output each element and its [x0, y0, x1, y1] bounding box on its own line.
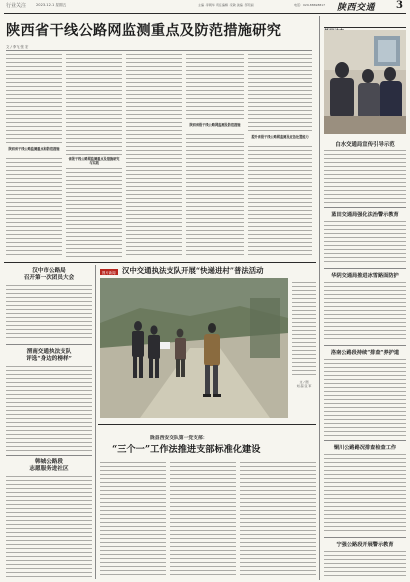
- brief-divider: [6, 455, 92, 456]
- feature-badge: 图片新闻: [102, 270, 116, 275]
- lead-body-col5b: [248, 146, 312, 258]
- sidebar-divider: [324, 440, 406, 441]
- bottom-kicker: 陇县西安交队第一党支部：: [150, 436, 208, 441]
- issue-date: 2023.12.1 星期五: [36, 2, 67, 7]
- brief-divider: [6, 344, 92, 345]
- brief-3-body: [6, 476, 92, 578]
- sidebar-divider: [324, 207, 406, 208]
- paper-name: 陕西交通: [337, 3, 376, 13]
- feature-bottom-rule: [98, 424, 316, 425]
- sidebar-header: [324, 18, 406, 28]
- brief-2-title: 渭南交通执法支队 评选“身边的榜样”: [26, 349, 72, 362]
- sidebar-divider: [324, 537, 406, 538]
- brief-1-body: [6, 285, 92, 341]
- sidebar-item-3-body: [324, 282, 406, 342]
- sidebar-item-2-body: [324, 221, 406, 265]
- masthead: [0, 0, 410, 14]
- meeting-photo-image: [324, 30, 406, 134]
- lead-title: 陕西省干线公路网监测重点及防范措施研究: [6, 23, 282, 39]
- lead-subhead-3: 陕西省级干线公路网监测及防范措施: [189, 123, 241, 127]
- lead-body-col5: [248, 54, 312, 134]
- sidebar-item-2-title: 蓝田交通局强化法治警示教育: [331, 212, 399, 218]
- lead-body-col4: [186, 54, 244, 122]
- sidebar-item-4-body: [324, 359, 406, 437]
- lead-bottom-rule: [4, 262, 316, 263]
- bottom-body-col1: [100, 462, 166, 578]
- brief-2-body: [6, 366, 92, 452]
- sidebar-divider: [324, 345, 406, 346]
- feature-body: [292, 282, 316, 376]
- lead-body-col1: [6, 54, 62, 146]
- masthead-rule: [4, 13, 406, 14]
- lead-body-col2: [66, 54, 122, 156]
- sidebar-item-6-title: 宁强公路段开展警示教育: [336, 542, 394, 548]
- lead-subhead-2: 省级干线公路网监测重点及措施研究与实践: [68, 157, 120, 166]
- sidebar-item-5-body: [324, 454, 406, 534]
- bottom-title: “三个一”工作法推进支部标准化建设: [112, 444, 261, 455]
- page-number: 3: [396, 0, 403, 11]
- vertical-rule: [95, 265, 96, 579]
- sidebar-divider: [319, 16, 320, 580]
- bottom-body-col2: [170, 462, 236, 578]
- phone-number: 电话：029-88698817: [294, 3, 326, 7]
- roadside-people-image: [100, 278, 288, 418]
- lead-body-col2b: [66, 168, 122, 258]
- feature-title: 汉中交通执法支队开展“快递进村”普法活动: [122, 266, 264, 275]
- sidebar-item-3-title: 华阴交通局推进冰雪路面防护: [331, 273, 399, 279]
- bottom-body-col3: [240, 462, 316, 578]
- lead-byline: 文 / 李飞 张 宏: [6, 45, 29, 49]
- sidebar-item-5-title: 铜川公路路况排查检查工作: [333, 445, 397, 451]
- feature-photo: [100, 278, 288, 418]
- lead-body-col4b: [186, 134, 244, 258]
- sidebar-item-6-body: [324, 551, 406, 579]
- sidebar-item-1-body: [324, 150, 406, 204]
- section-label: 行业关注: [6, 3, 27, 9]
- lead-body-col3: [126, 54, 182, 258]
- lead-subhead-1: 陕西省干线公路监测重点和防范措施: [8, 147, 60, 151]
- lead-subhead-4: 提升省级干线公路网监测及应急处置能力: [251, 135, 309, 139]
- brief-1-title: 汉中市公路局 召开第一次团员大会: [23, 268, 75, 281]
- column-divider: [6, 50, 312, 51]
- feature-photo-credit: 文 / 图 刘 超 张 军: [296, 380, 312, 388]
- brief-3-title: 韩城公路段 志愿服务进社区: [29, 459, 69, 472]
- sidebar-photo: [324, 30, 406, 134]
- lead-body-col1b: [6, 158, 62, 258]
- editor-credits: 主编 ·李朝华 责任编辑 ·宋敏 美编 ·邹宛丽: [198, 3, 254, 7]
- sidebar-item-4-title: 洛南公路段持续“排查”养护道: [330, 350, 400, 356]
- sidebar-divider: [324, 268, 406, 269]
- sidebar-item-1-title: 白水交通局宣传引导示范: [335, 142, 395, 148]
